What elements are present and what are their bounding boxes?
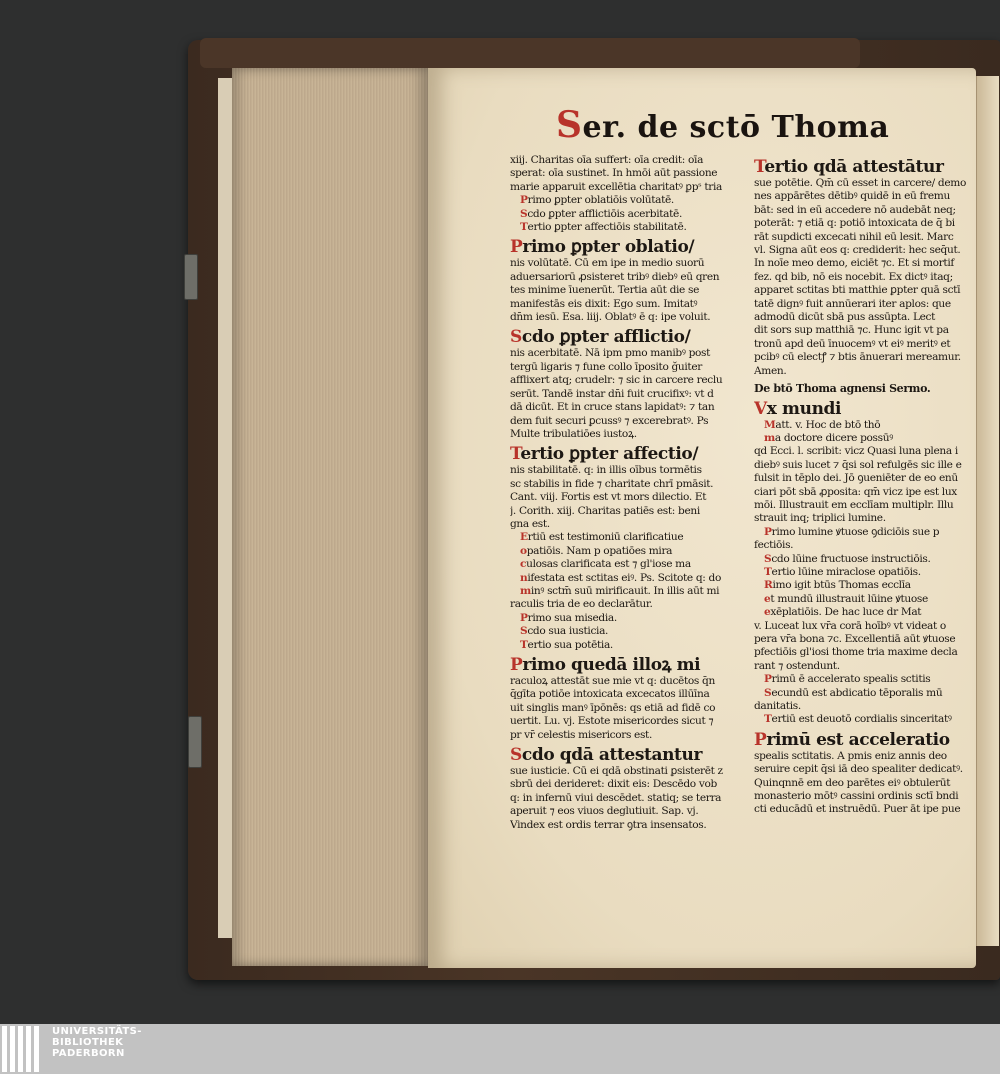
text-line [754,419,974,432]
text-line: fectiōis. [754,539,794,552]
section-heading-line [754,399,974,419]
text-line: afflixert atq; crudelr: ⁊ sic in carcere reclu [510,374,723,387]
text-line: dn̄m iesū. Esa. liij. Oblatꝰ ē q: ipe voluit. [510,311,711,324]
line-body: ertio sua potētia. [527,638,613,651]
rubric-initial: S [510,745,522,766]
right-text-column [754,154,974,817]
text-line [510,572,742,585]
text-line: sbrū dei derideret: dixit eis: Descēdo vob [510,778,717,791]
line-body: rtiū est testimoniū clarificatiue [527,531,684,544]
line-body: xēplatiōis. De hac luce dr Mat [770,606,922,619]
text-line: sc stabilis in fide ⁊ charitate chrī pmāsit. [510,477,714,490]
rubric-initial: P [754,729,767,750]
text-line: dit sors sup matthiā ⁊c. Hunc igit vt pa [754,324,949,337]
text-line: serūt. Tandē instar dn̄i fuit crucifixꝰ: vt d [510,387,714,400]
text-line [754,593,974,606]
text-line: pr vr̄ celestis misericors est. [510,728,652,741]
rubric-initial: P [510,655,523,675]
clasp-lower [188,716,202,768]
text-line [754,687,974,700]
line-body: x mundi [766,398,842,419]
text-line [510,639,742,652]
text-line [754,673,974,686]
section-heading-line [510,745,742,765]
text-line: apparet sctitas bti matthie ꝑpter quā sctī [754,284,961,297]
rubric-initial: P [520,194,528,207]
text-line: De btō Thoma agnensi Sermo. [754,382,931,396]
heading-text: er. de sctō Thoma [582,110,890,145]
text-line: tergū ligaris ⁊ fune collo īposito ğuiter [510,360,702,373]
text-line [510,545,742,558]
text-line: aduersariorū ꝓsisteret tribꝰ diebꝰ eū qren [510,270,720,283]
library-name-line-1: UNIVERSITÄTS- [52,1026,142,1037]
text-line [510,585,742,598]
line-body: cdo ꝑpter afflictio/ [521,327,691,348]
rubric-initial: R [764,579,773,592]
text-line: rāt supdicti excecati nihil eū lesit. Marc [754,230,954,243]
section-heading-line [510,655,742,675]
text-line [510,208,742,221]
text-line: xiij. Charitas oīa suffert: oīa credit: oīa [510,154,704,166]
text-line [510,625,742,638]
line-body: ertio lūine miraclose opatiōis. [771,565,921,578]
text-line [754,606,974,619]
line-body: cdo ꝑpter afflictiōis acerbitatē. [527,207,682,220]
line-body: rimū ē accelerato spealis sctitis [771,673,931,686]
rubric-initial: T [520,221,528,234]
line-body: ertio ꝑpter affectiōis stabilitatē. [527,221,687,234]
section-heading-line [510,327,742,347]
text-line: pcibꝰ cū electꝭ ⁊ btis ānuerari mereamur. [754,351,961,364]
text-line: marie apparuit excellētia charitatꝰ ꝑpˢ tria [510,180,722,193]
library-name-line-2: BIBLIOTHEK [52,1037,124,1048]
text-line: aperuit ⁊ eos viuos deglutiuit. Sap. vj. [510,805,699,818]
section-heading-line [510,237,742,257]
rubric-initial: m [520,584,531,597]
rubric-initial: T [764,713,772,726]
heading-initial: S [556,104,583,146]
text-line: bāt: sed in eū accedere nō audebāt neq; [754,203,956,216]
rubric-initial: o [520,544,527,557]
rubric-initial: e [764,606,771,619]
rubric-initial: V [754,398,767,419]
text-line: raculis tria de eo declarātur. [510,598,653,611]
text-line: danitatis. [754,700,801,713]
text-line: cti educādū et instruēdū. Puer āt ipe pue [754,803,961,816]
text-line: j. Corith. xiij. Charitas patiēs est: beni [510,504,700,517]
text-line: fulsit in tēplo dei. Jō ꝯueniēter de eo enū [754,472,958,485]
rubric-initial: S [764,686,772,699]
section-heading-line [754,730,974,750]
rubric-initial: n [520,571,528,584]
text-line: fez. qd bib, nō eis nocebit. Ex dictꝰ itaq; [754,270,953,283]
text-line: q̄gīta potiōe intoxicata excecatos illūīna [510,688,710,701]
text-line [510,612,742,625]
library-name-line-3: PADERBORN [52,1048,125,1059]
text-line: manifestās eis dixit: Ego sum. Imitatꝰ [510,297,698,310]
text-line [510,194,742,207]
text-line: admodū dicūt sbā pus assūpta. Lect [754,311,936,324]
text-line: seruire cepit q̄si iā deo spealiter dedicatꝰ. [754,763,963,776]
text-line: Amen. [754,364,787,377]
text-line: ciari pōt sbā ꝓposita: qm̄ vicz ipe est lux [754,485,957,498]
running-heading [556,104,896,148]
line-body: ulosas clarificata est ⁊ gl'iose ma [526,558,691,571]
line-body: rimo quedā illoꝝ mi [522,655,701,675]
line-body: rimo ꝑpter oblatiōis volūtatē. [527,194,674,207]
rubric-initial: T [754,157,765,177]
section-heading-line [510,444,742,464]
text-line: nes appārētes dētibꝰ quidē in eū fremu [754,190,950,203]
text-line: dem fuit securi ꝑcussꝰ ⁊ excerebratꝰ. Ps [510,414,709,427]
text-line: raculoꝝ attestāt sue mie vt q: ducētos q̄n [510,675,715,687]
text-line: gna est. [510,517,550,530]
text-line: sue potētie. Qm̄ cū esset in carcere/ demo [754,177,966,189]
text-line [754,713,974,726]
text-line: diebꝰ suis lucet ⁊ q̄si sol refulgēs sic ille e [754,458,962,471]
text-line: pfectiōis gl'iosi thome tria maxime decla [754,646,958,659]
section-heading-line [754,157,974,177]
text-line [754,526,974,539]
book-cover-top-edge [200,38,860,68]
text-line: mōi. Illustrauit em ecclīam multiplr. Illu [754,498,954,511]
rubric-initial: m [764,431,775,444]
line-body: inꝰ sctm̄ suū mirificauit. In illis aūt mi [530,584,720,597]
text-line [510,531,742,544]
text-line: tes minime īuenerūt. Tertia aūt die se [510,284,699,297]
rubric-initial: T [510,444,521,465]
rubric-initial: M [764,418,776,431]
line-body: ertio qdā attestātur [764,157,944,177]
text-line: Vindex est ordis terrar ꝯtra insensatos. [510,818,707,831]
line-body: cdo qdā attestantur [521,745,702,766]
rubric-initial: P [520,611,528,624]
text-line: qd Ecci. l. scribit: vicz Quasi luna plena i [754,445,958,458]
line-body: cdo sua iusticia. [527,625,609,638]
text-line [754,566,974,579]
library-banner [0,1024,1000,1074]
text-line: nis stabilitatē. q: in illis oībus tormētis [510,464,702,477]
line-body: rimo sua misedia. [527,611,617,624]
rubric-initial: S [510,327,522,348]
text-line: uertit. Lu. vj. Estote misericordes sicut ⁊ [510,715,714,728]
rubric-initial: S [520,207,528,220]
page-block-fore-edge [232,68,429,966]
text-line: Cant. viij. Fortis est vt mors dilectio. Et [510,491,707,504]
text-line: poterāt: ⁊ etiā q: potiō intoxicata de q̄ bi [754,217,955,230]
text-line [754,553,974,566]
rubric-initial: P [510,237,523,258]
line-body: rimo ꝑpter oblatio/ [522,237,695,258]
text-line: rant ⁊ ostendunt. [754,659,840,672]
rubric-initial: E [520,531,528,544]
line-body: patiōis. Nam p opatiōes mira [526,544,673,557]
line-body: att. v. Hoc de btō thō [775,418,881,431]
text-line [510,221,742,234]
rubric-initial: c [520,558,527,571]
line-body: rimū est acceleratio [766,729,950,750]
line-body: ertio ꝑpter affectio/ [520,444,699,465]
line-body: ifestata est sctitas eiꝰ. Ps. Scitote q: do [527,571,721,584]
text-line [754,432,974,445]
text-line: In noīe meo demo, eiciēt ⁊c. Et si mortif [754,257,954,270]
text-line: vl. Signa aūt eos q: crediderit: hec seq̄ut. [754,244,961,257]
text-line: nis acerbitatē. Nā ipm pmo manibꝰ post [510,347,711,360]
text-line [510,558,742,571]
text-line: monasterio mōtꝰ cassini ordinis sctī bndi [754,790,959,803]
rubric-initial: P [764,525,772,538]
left-text-column [510,154,742,832]
rubric-initial: T [520,638,528,651]
library-name [52,1026,142,1059]
text-line: Multe tribulatiōes iustoꝝ. [510,427,637,440]
text-line: strauit inq; triplici lumine. [754,512,886,525]
text-line: q: in infernū viui descēdet. statiq; se terra [510,791,722,804]
line-body: ecundū est abdicatio tēporalis mū [771,686,943,699]
line-body: ertiū est deuotō cordialis sinceritatꝰ [771,713,952,726]
text-line: tronū apd deū īnuocemꝰ vt eiꝰ meritꝰ et [754,337,951,350]
text-line: v. Luceat lux vr̄a corā hoībꝰ vt videat o [754,619,946,632]
line-body: cdo lūine fructuose instructiōis. [771,552,931,565]
rubric-initial: e [764,592,771,605]
rubric-initial: S [520,625,528,638]
text-line: pera vr̄a bona ⁊c. Excellentiā aūt ꝟtuose [754,633,956,645]
line-body: rimo lumine ꝟtuose ꝯdiciōis sue p [771,525,940,538]
text-line: dā dicūt. Et in cruce stans lapidatꝰ: ⁊ tan [510,401,715,414]
text-line: uit singlis manꝰ īpōnēs: qs etiā ad fidē co [510,701,716,714]
text-line: spealis sctitatis. A pmis eniz annis deo [754,749,947,762]
library-logo-icon [2,1026,46,1070]
line-body: imo igit btūs Thomas ecclīa [772,579,911,592]
text-line: tatē dignꝰ fuit annūerari iter aplos: que [754,297,951,310]
line-body: a doctore dicere possūꝰ [774,431,893,444]
clasp-upper [184,254,198,300]
rubric-initial: S [764,552,772,565]
text-line: sperat: oīa sustinet. In hmōi aūt passione [510,167,718,180]
line-body: t mundū illustrauit lūine ꝟtuose [770,592,928,605]
text-line: nis volūtatē. Cū em ipe in medio suorū [510,257,705,270]
rubric-initial: T [764,565,772,578]
next-leaf-edge [976,76,999,946]
text-line: sue iusticie. Cū ei qdā obstinati ꝑsisterēt z [510,765,723,778]
text-line: Quinqnnē em deo parētes eiꝰ obtulerūt [754,776,951,789]
text-line [754,579,974,592]
rubric-initial: P [764,673,772,686]
